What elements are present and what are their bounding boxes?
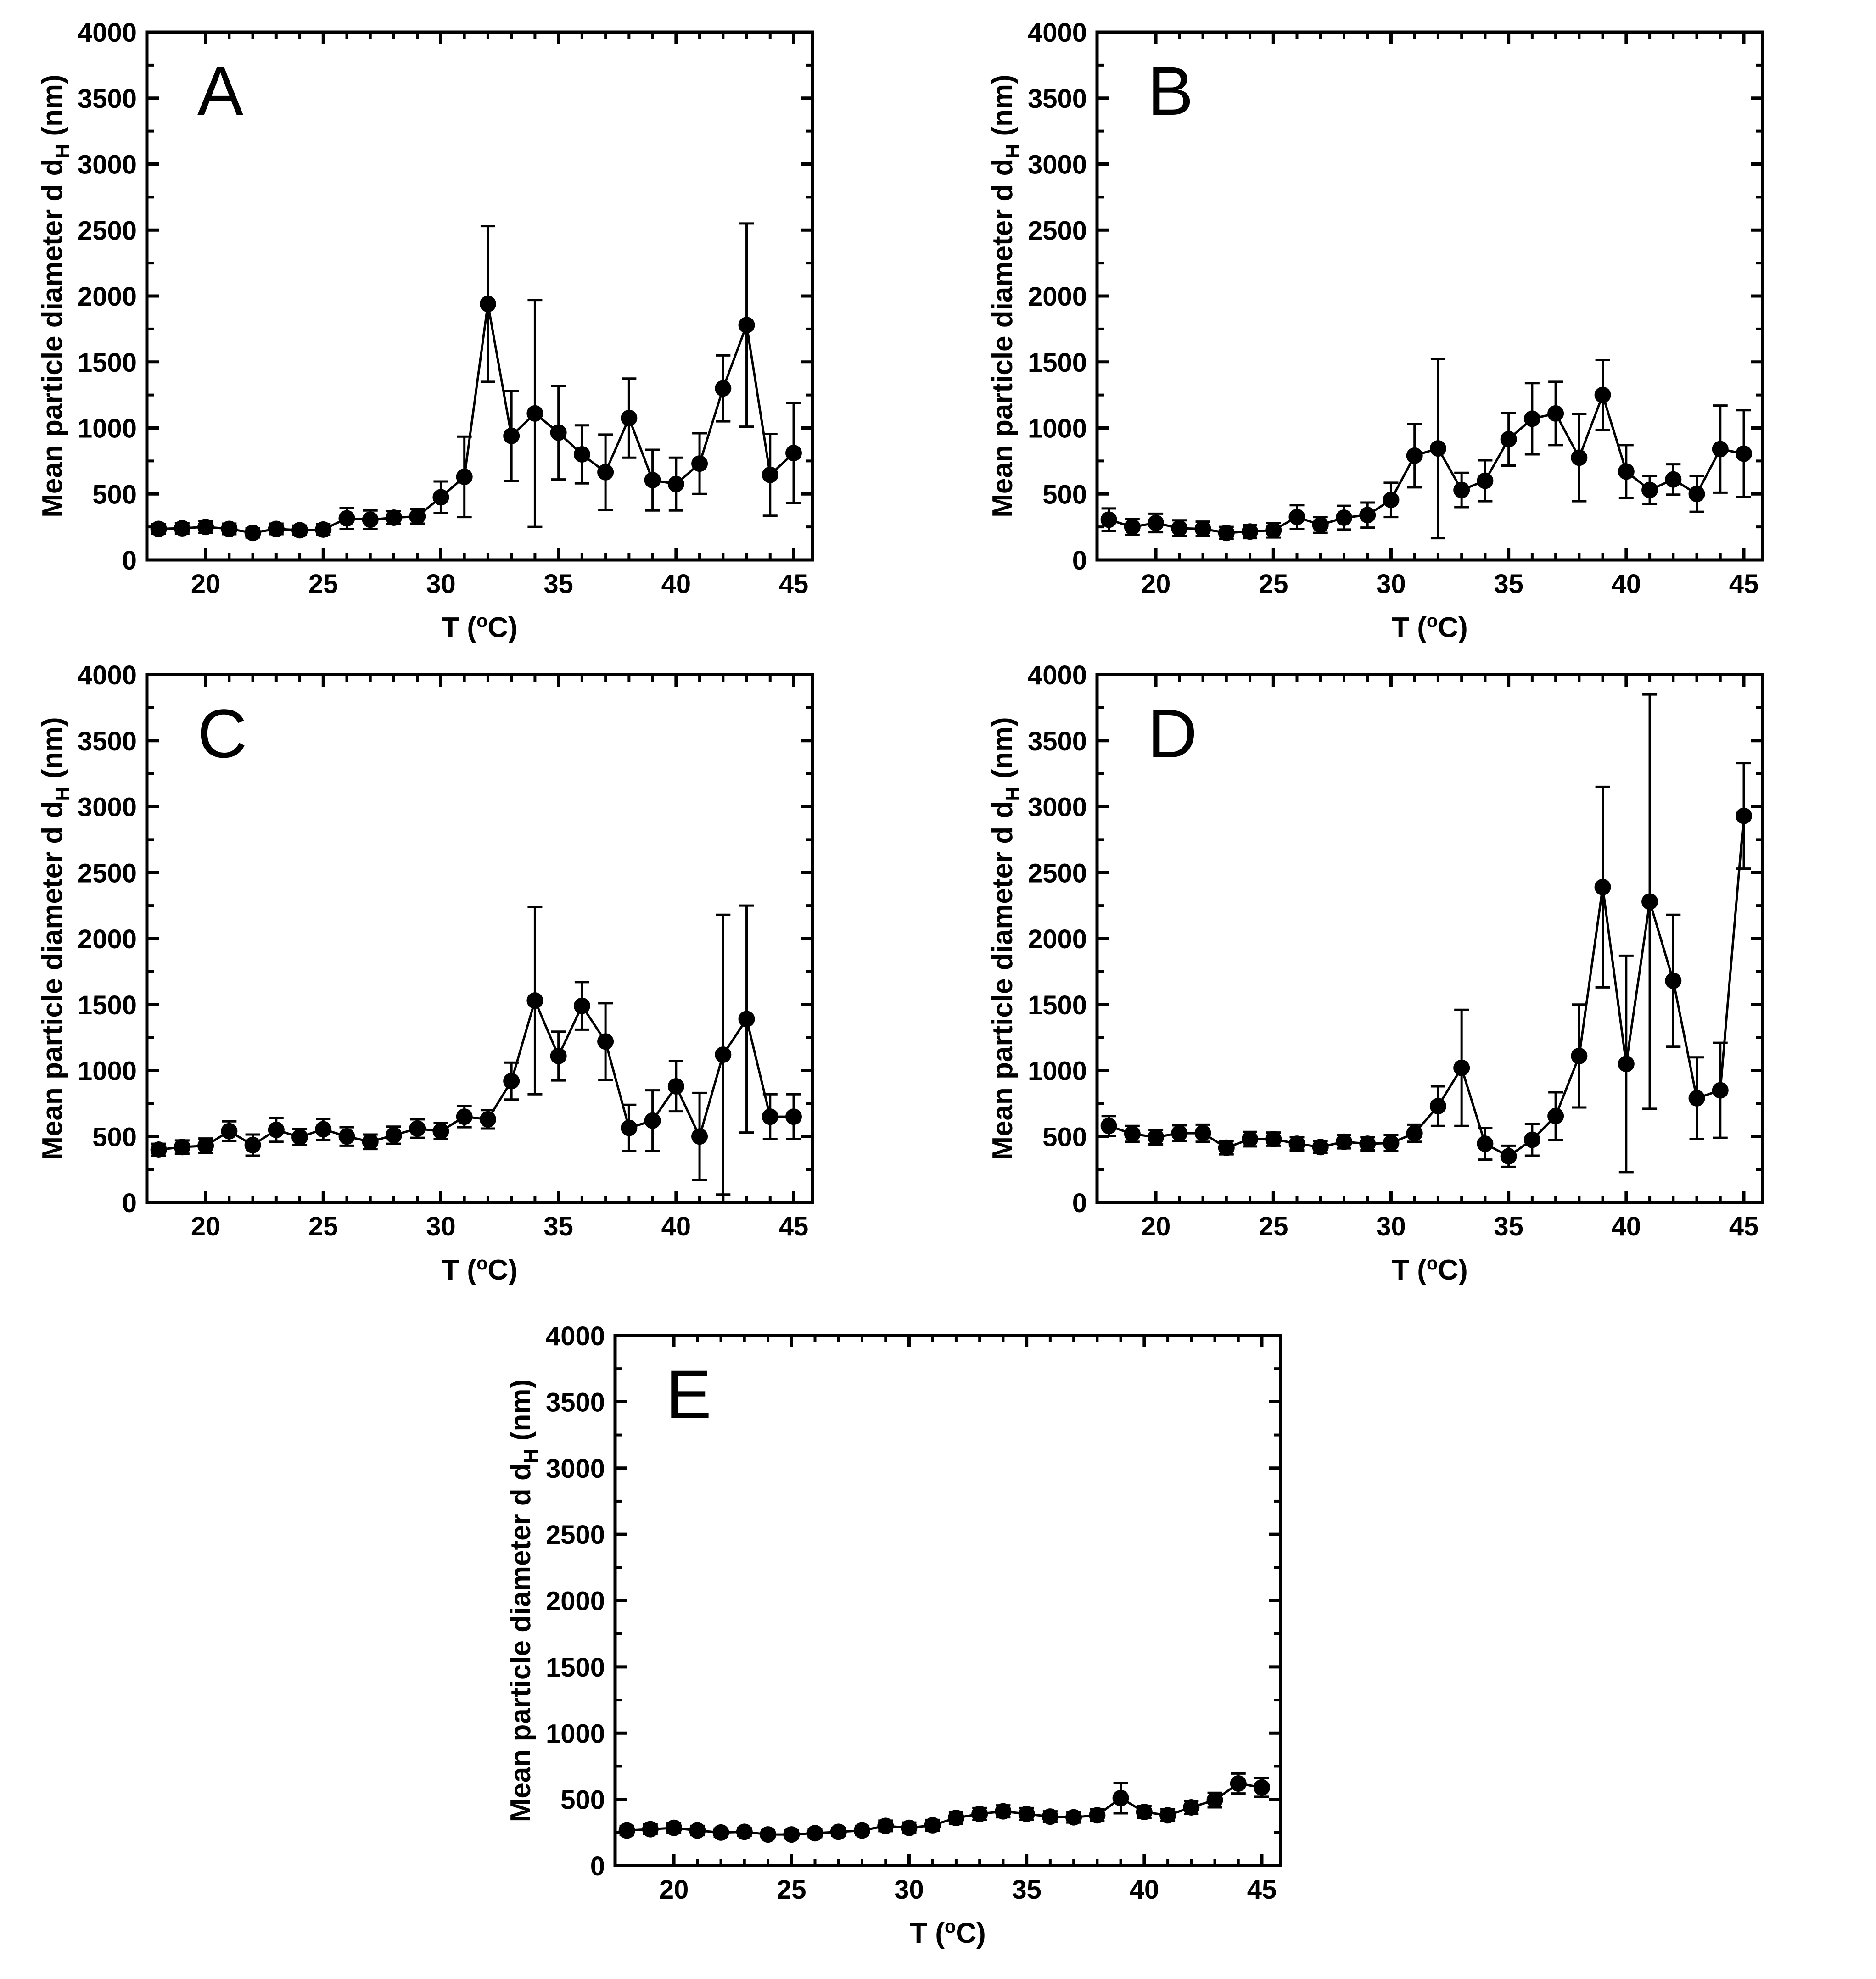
y-tick-label: 2000 bbox=[77, 282, 137, 312]
data-point bbox=[526, 405, 543, 422]
x-tick-label: 45 bbox=[1729, 569, 1759, 599]
y-tick-label: 2500 bbox=[77, 216, 137, 246]
plot-frame bbox=[147, 32, 812, 560]
y-tick-label: 3000 bbox=[1027, 150, 1087, 180]
data-point bbox=[1571, 449, 1587, 466]
y-tick-label: 1500 bbox=[77, 347, 137, 378]
data-point bbox=[1406, 447, 1423, 464]
y-tick-label: 500 bbox=[560, 1785, 605, 1815]
data-point bbox=[597, 1033, 614, 1050]
data-point bbox=[245, 525, 261, 541]
data-point bbox=[480, 296, 496, 312]
data-point bbox=[1477, 473, 1493, 489]
data-point bbox=[1124, 1126, 1141, 1142]
y-tick-label: 3000 bbox=[545, 1454, 605, 1484]
x-tick-label: 20 bbox=[659, 1875, 689, 1905]
data-point bbox=[1183, 1799, 1199, 1816]
chart-C bbox=[0, 643, 863, 1285]
x-tick-label: 30 bbox=[1376, 569, 1406, 599]
x-tick-label: 25 bbox=[308, 569, 338, 599]
panel-letter: E bbox=[666, 1356, 712, 1433]
data-point bbox=[666, 1820, 682, 1836]
data-point bbox=[1712, 441, 1729, 458]
data-point bbox=[550, 1048, 567, 1064]
panel-letter: D bbox=[1148, 695, 1198, 772]
data-point bbox=[456, 1108, 473, 1125]
data-point bbox=[736, 1823, 753, 1840]
y-tick-label: 1500 bbox=[1027, 990, 1087, 1020]
data-point bbox=[1571, 1048, 1587, 1064]
y-tick-label: 4000 bbox=[77, 18, 137, 48]
data-point bbox=[1430, 1098, 1446, 1114]
y-axis-label: Mean particle diameter d $d_H$ (nm) bbox=[505, 1379, 542, 1822]
data-point bbox=[1171, 1125, 1187, 1141]
data-line bbox=[159, 304, 794, 533]
data-point bbox=[668, 1078, 684, 1095]
data-markers bbox=[151, 296, 802, 541]
y-tick-label: 500 bbox=[92, 1122, 137, 1152]
data-point bbox=[783, 1826, 800, 1843]
data-point bbox=[174, 1139, 190, 1155]
error-bars bbox=[1102, 359, 1751, 539]
x-tick-label: 30 bbox=[426, 569, 456, 599]
data-markers bbox=[619, 1775, 1270, 1843]
data-point bbox=[621, 410, 637, 426]
data-point bbox=[1383, 1135, 1399, 1152]
y-tick-label: 3500 bbox=[1027, 726, 1087, 756]
data-point bbox=[1265, 522, 1282, 538]
data-point bbox=[762, 467, 778, 483]
data-point bbox=[503, 1073, 520, 1090]
panel-B bbox=[950, 0, 1813, 643]
y-tick-label: 4000 bbox=[545, 1321, 605, 1351]
y-tick-label: 1000 bbox=[77, 1056, 137, 1086]
y-tick-label: 1000 bbox=[1027, 414, 1087, 444]
chart-B bbox=[950, 0, 1813, 643]
x-axis-label: T ($^o$C) bbox=[1392, 1253, 1468, 1285]
data-point bbox=[432, 1123, 449, 1140]
data-point bbox=[409, 1120, 426, 1137]
data-point bbox=[1406, 1125, 1423, 1141]
x-tick-label: 40 bbox=[661, 569, 691, 599]
data-markers bbox=[151, 992, 802, 1158]
data-point bbox=[715, 380, 731, 397]
data-markers bbox=[1101, 387, 1752, 541]
data-point bbox=[1453, 482, 1470, 498]
data-point bbox=[1207, 1792, 1223, 1808]
y-axis-label: Mean particle diameter d $d_H$ (nm) bbox=[987, 717, 1024, 1160]
data-point bbox=[291, 522, 308, 538]
data-point bbox=[1195, 520, 1211, 537]
data-point bbox=[151, 1141, 167, 1158]
data-point bbox=[807, 1825, 823, 1841]
panel-D bbox=[950, 643, 1813, 1285]
data-point bbox=[339, 510, 355, 526]
data-point bbox=[362, 1134, 379, 1150]
y-tick-label: 2000 bbox=[1027, 282, 1087, 312]
y-axis-label: Mean particle diameter d $d_H$ (nm) bbox=[37, 717, 74, 1160]
x-tick-label: 45 bbox=[1729, 1212, 1759, 1241]
data-line bbox=[1109, 395, 1744, 533]
data-point bbox=[948, 1810, 964, 1826]
data-point bbox=[1113, 1790, 1129, 1806]
data-point bbox=[1089, 1807, 1105, 1823]
x-tick-label: 40 bbox=[1611, 569, 1641, 599]
y-tick-label: 3500 bbox=[1027, 84, 1087, 114]
data-point bbox=[221, 1123, 237, 1140]
data-point bbox=[1595, 879, 1611, 895]
data-point bbox=[1477, 1135, 1493, 1152]
data-point bbox=[691, 1128, 708, 1145]
x-tick-label: 40 bbox=[1611, 1212, 1641, 1241]
x-tick-label: 20 bbox=[190, 1212, 221, 1241]
y-tick-label: 1500 bbox=[1027, 347, 1087, 378]
data-point bbox=[1524, 1131, 1540, 1148]
data-point bbox=[1336, 509, 1352, 526]
x-tick-label: 20 bbox=[1141, 569, 1171, 599]
data-point bbox=[550, 425, 567, 441]
x-axis-label: T ($^o$C) bbox=[442, 611, 518, 643]
data-point bbox=[644, 472, 661, 488]
y-tick-label: 0 bbox=[1072, 546, 1087, 576]
data-point bbox=[386, 509, 402, 526]
y-tick-label: 2000 bbox=[545, 1586, 605, 1616]
y-tick-label: 2500 bbox=[1027, 216, 1087, 246]
data-point bbox=[762, 1108, 778, 1125]
data-point bbox=[739, 1011, 755, 1027]
x-tick-label: 30 bbox=[426, 1212, 456, 1241]
data-point bbox=[995, 1803, 1011, 1820]
error-bars bbox=[151, 224, 801, 537]
data-point bbox=[621, 1120, 637, 1136]
chart-A bbox=[0, 0, 863, 643]
data-point bbox=[221, 520, 237, 537]
x-tick-label: 30 bbox=[894, 1875, 924, 1905]
chart-E bbox=[468, 1303, 1331, 1955]
data-point bbox=[1124, 519, 1141, 535]
data-point bbox=[785, 1108, 802, 1125]
data-point bbox=[197, 1137, 214, 1154]
data-point bbox=[1312, 1139, 1329, 1155]
data-point bbox=[901, 1820, 917, 1836]
data-point bbox=[1289, 509, 1305, 525]
data-point bbox=[760, 1826, 776, 1843]
data-point bbox=[245, 1137, 261, 1153]
data-point bbox=[1218, 525, 1235, 541]
panel-E bbox=[468, 1303, 1331, 1955]
data-point bbox=[174, 520, 190, 537]
y-tick-label: 3500 bbox=[77, 84, 137, 114]
y-tick-label: 2500 bbox=[77, 858, 137, 889]
error-bars bbox=[1102, 694, 1751, 1172]
data-point bbox=[854, 1822, 870, 1839]
data-point bbox=[1383, 492, 1399, 508]
data-point bbox=[574, 446, 590, 463]
data-point bbox=[409, 508, 426, 525]
data-point bbox=[1101, 511, 1117, 528]
x-tick-label: 45 bbox=[778, 569, 809, 599]
data-point bbox=[503, 428, 520, 444]
x-tick-label: 40 bbox=[1129, 1875, 1159, 1905]
y-tick-label: 4000 bbox=[1027, 18, 1087, 48]
data-point bbox=[1336, 1134, 1352, 1150]
y-tick-label: 500 bbox=[1042, 1122, 1087, 1152]
data-point bbox=[386, 1127, 402, 1143]
data-point bbox=[268, 520, 285, 537]
plot-frame bbox=[615, 1336, 1281, 1866]
data-point bbox=[1230, 1775, 1247, 1792]
data-point bbox=[1218, 1140, 1235, 1156]
data-point bbox=[291, 1129, 308, 1146]
y-tick-label: 2000 bbox=[1027, 924, 1087, 954]
data-point bbox=[1101, 1118, 1117, 1134]
data-point bbox=[1042, 1808, 1058, 1825]
data-point bbox=[526, 992, 543, 1009]
data-point bbox=[644, 1112, 661, 1129]
x-tick-label: 25 bbox=[777, 1875, 806, 1905]
panel-letter: C bbox=[197, 695, 247, 772]
data-point bbox=[1065, 1809, 1082, 1826]
chart-D bbox=[950, 643, 1813, 1285]
plot-frame bbox=[1097, 32, 1763, 560]
data-point bbox=[739, 317, 755, 333]
x-axis-label: T ($^o$C) bbox=[910, 1917, 986, 1949]
data-point bbox=[197, 519, 214, 535]
y-tick-label: 3000 bbox=[77, 792, 137, 822]
panel-letter: B bbox=[1148, 52, 1194, 129]
x-tick-label: 35 bbox=[1494, 1212, 1523, 1241]
data-point bbox=[1641, 482, 1658, 498]
data-point bbox=[1689, 1090, 1705, 1107]
x-tick-label: 40 bbox=[661, 1212, 691, 1241]
x-tick-label: 35 bbox=[1494, 569, 1523, 599]
data-point bbox=[1359, 507, 1376, 523]
data-point bbox=[1501, 1148, 1517, 1164]
panel-A bbox=[0, 0, 863, 643]
data-point bbox=[1242, 523, 1258, 540]
data-point bbox=[1618, 1056, 1635, 1072]
y-tick-label: 0 bbox=[122, 546, 137, 576]
data-point bbox=[924, 1817, 941, 1834]
data-markers bbox=[1101, 808, 1752, 1165]
y-tick-label: 4000 bbox=[77, 660, 137, 690]
y-tick-label: 4000 bbox=[1027, 660, 1087, 690]
data-point bbox=[1265, 1131, 1282, 1147]
y-tick-label: 2000 bbox=[77, 924, 137, 954]
data-point bbox=[315, 521, 331, 538]
data-point bbox=[689, 1822, 706, 1839]
data-point bbox=[1159, 1807, 1176, 1823]
y-tick-label: 1000 bbox=[1027, 1056, 1087, 1086]
y-tick-label: 0 bbox=[590, 1851, 605, 1881]
panel-C bbox=[0, 643, 863, 1285]
data-point bbox=[315, 1121, 331, 1137]
y-tick-label: 1000 bbox=[77, 414, 137, 444]
data-point bbox=[642, 1821, 659, 1838]
y-tick-label: 2500 bbox=[545, 1520, 605, 1550]
y-tick-label: 3500 bbox=[77, 726, 137, 756]
y-tick-label: 0 bbox=[1072, 1188, 1087, 1218]
y-tick-label: 500 bbox=[1042, 480, 1087, 510]
x-axis-label: T ($^o$C) bbox=[1392, 611, 1468, 643]
data-point bbox=[432, 489, 449, 505]
data-point bbox=[1171, 520, 1187, 537]
data-point bbox=[830, 1823, 847, 1840]
data-point bbox=[1641, 894, 1658, 910]
data-point bbox=[362, 511, 379, 528]
data-point bbox=[1736, 446, 1752, 462]
data-point bbox=[1430, 440, 1446, 457]
data-point bbox=[1242, 1131, 1258, 1147]
data-point bbox=[1453, 1060, 1470, 1076]
data-point bbox=[597, 464, 614, 481]
y-tick-label: 1500 bbox=[77, 990, 137, 1020]
y-tick-label: 3500 bbox=[545, 1387, 605, 1418]
x-axis-label: T ($^o$C) bbox=[442, 1253, 518, 1285]
x-tick-label: 45 bbox=[1247, 1875, 1277, 1905]
data-point bbox=[574, 998, 590, 1014]
data-point bbox=[268, 1122, 285, 1138]
data-line bbox=[1109, 816, 1744, 1157]
y-axis-label: Mean particle diameter d $d_H$ (nm) bbox=[987, 74, 1024, 518]
data-point bbox=[715, 1046, 731, 1063]
y-tick-label: 3000 bbox=[77, 150, 137, 180]
x-tick-label: 25 bbox=[1259, 1212, 1288, 1241]
y-tick-label: 500 bbox=[92, 480, 137, 510]
y-tick-label: 1000 bbox=[545, 1719, 605, 1749]
data-line bbox=[159, 1001, 794, 1150]
x-tick-label: 45 bbox=[778, 1212, 809, 1241]
data-point bbox=[713, 1824, 729, 1841]
x-tick-label: 25 bbox=[308, 1212, 338, 1241]
data-point bbox=[1148, 1129, 1164, 1146]
data-point bbox=[1289, 1135, 1305, 1152]
data-point bbox=[971, 1806, 988, 1822]
data-point bbox=[339, 1128, 355, 1145]
data-point bbox=[691, 455, 708, 472]
y-tick-label: 1500 bbox=[545, 1652, 605, 1683]
data-point bbox=[480, 1111, 496, 1128]
y-tick-label: 2500 bbox=[1027, 858, 1087, 889]
x-tick-label: 35 bbox=[1012, 1875, 1042, 1905]
data-point bbox=[1312, 517, 1329, 533]
y-axis-label: Mean particle diameter d $d_H$ (nm) bbox=[37, 74, 74, 518]
y-tick-label: 3000 bbox=[1027, 792, 1087, 822]
data-point bbox=[1524, 410, 1540, 427]
data-point bbox=[151, 520, 167, 537]
data-point bbox=[1195, 1125, 1211, 1141]
data-point bbox=[1547, 1108, 1564, 1124]
y-tick-label: 0 bbox=[122, 1188, 137, 1218]
x-tick-label: 25 bbox=[1259, 569, 1288, 599]
x-tick-label: 35 bbox=[543, 1212, 573, 1241]
data-point bbox=[1618, 463, 1635, 480]
data-point bbox=[1595, 387, 1611, 403]
data-point bbox=[1665, 471, 1681, 488]
data-point bbox=[1547, 405, 1564, 422]
data-point bbox=[1136, 1804, 1153, 1820]
data-point bbox=[1501, 431, 1517, 447]
data-point bbox=[1254, 1779, 1270, 1796]
x-tick-label: 30 bbox=[1376, 1212, 1406, 1241]
data-point bbox=[668, 476, 684, 492]
data-point bbox=[456, 469, 473, 485]
data-point bbox=[1019, 1806, 1035, 1822]
x-tick-label: 20 bbox=[190, 569, 221, 599]
x-tick-label: 20 bbox=[1141, 1212, 1171, 1241]
data-point bbox=[1689, 486, 1705, 502]
data-point bbox=[1148, 515, 1164, 531]
data-point bbox=[1359, 1135, 1376, 1152]
data-point bbox=[877, 1817, 894, 1834]
x-tick-label: 35 bbox=[543, 569, 573, 599]
data-point bbox=[1665, 973, 1681, 989]
data-point bbox=[619, 1822, 635, 1839]
panel-letter: A bbox=[197, 52, 244, 129]
data-point bbox=[1736, 808, 1752, 824]
data-point bbox=[785, 445, 802, 461]
data-point bbox=[1712, 1082, 1729, 1099]
